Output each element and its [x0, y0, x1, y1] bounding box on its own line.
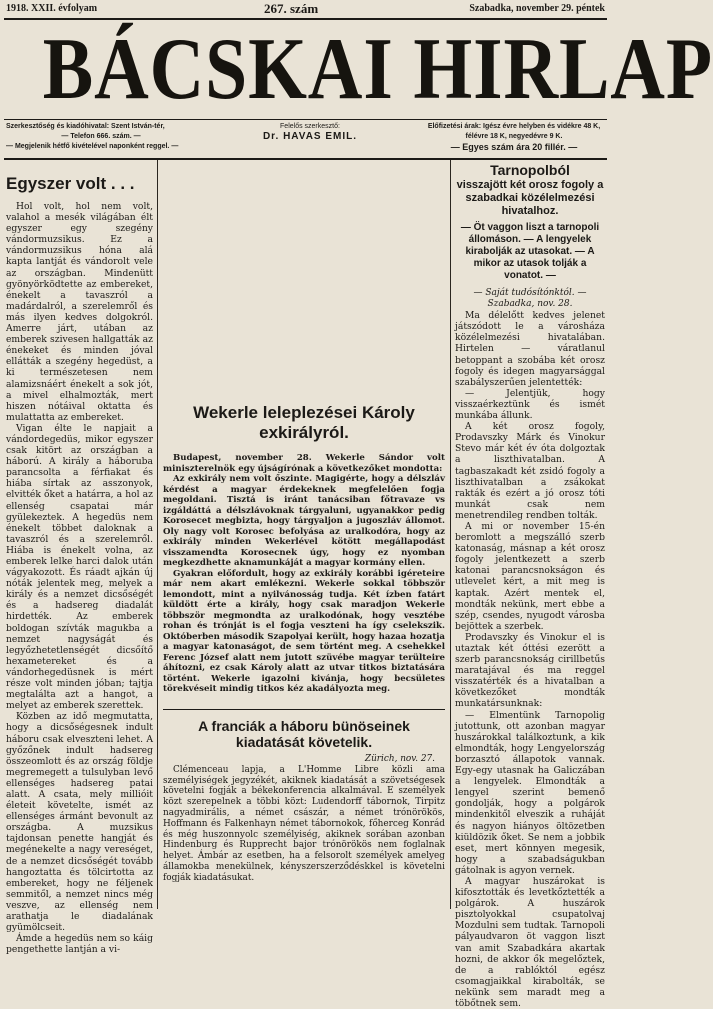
article-franciak	[163, 712, 445, 909]
article-title: A franciák a háboru bünöseinek kiadatását követelik.	[198, 718, 410, 750]
article-egyszer-volt	[6, 168, 153, 956]
article-paragraph: — Elmentünk Tarnopolig jutottunk, ott azonban magyar huszárokkal találkoztunk, a kik elmondták, hogy Lengyelország borzasztó állapotok vannak. Egy-egy utasnak ha Galiczában a lengyelek. Elmondták a lengyel szerint bemenő gondolják, hogy a polgárok mindenkitől elveszik a ruháját és nagyon hiányos öltözetben kiüldözik őket. Se nem a jobbik eset, mert könnyen megesik, hogy a szabadságukban gátolnak is agyon vernek.	[455, 709, 605, 876]
article-paragraph: — Jelentjük, hogy visszaérkeztünk és ismét munkába állunk.	[455, 387, 605, 422]
subscription-info	[420, 122, 608, 152]
publisher-info	[6, 122, 196, 152]
article-paragraph: Budapest, november 28. Wekerle Sándor volt miniszterelnök egy újságírónak a következőket mondotta:	[163, 453, 445, 474]
article-paragraph: A magyar huszárokat is kifosztották és levetkőztették a polgárok. A huszárok pisztolyokkal csupatolvaj Mozdulni sem tudtak. Tarnopoli pályaudvaron öt vaggon liszt van amit Szabadkára akartak hozni, de akkor ők megelőztek, de a rablóktól egész csomagjaikkal kirabolták, se nekünk sem maradt meg a töbőtnek sem.	[455, 875, 605, 1009]
single-copy-price: — Egyes szám ára 20 fillér. —	[450, 142, 578, 152]
publisher-line-1: Szerkesztőség és kiadóhivatal: Szent István-tér,	[6, 123, 165, 130]
article-paragraph: Prodavszky és Vinokur el is utaztak két óttési ezerött a szerb parancsnokság cirillbetűs maratajával és ma reggel visszatérték és a hivatalban a következőket mondták munkatársunknak:	[455, 631, 605, 710]
article-paragraph: Clémenceau lapja, a L'Homme Libre közli ama személyiségek jegyzékét, akiknek kiadatását a szövetségesek követelni fogják a békekonferencia alkalmával. E személyek közt szerepelnek a többi közt: Ludendorff tábornok, Tirpitz nagyadmirális, a német császár, a német trónörökös, Hoffmann és Falkenhayn német tábornokok, főherceg Konrád és még huszonnyolc személyiség, akiknek sorában azonban Hindenburg és Rupprecht bajor trónörökös nem foglalnak helyet. Ámbár az esetben, ha a felsorolt személyek amelyeg államokba menekülnek, kényszerszerződéskkel is követelni fogják kiadatásukat.	[163, 764, 445, 883]
header-bottom-rule	[4, 158, 607, 160]
article-lead	[163, 453, 445, 569]
issue-date: Szabadka, november 29. péntek	[469, 3, 605, 14]
article-paragraph: Hol volt, hol nem volt, valahol a mesék világában élt egyszer egy szegény vándormuzsikus. Ez a vándormuzsikus hóna alá kapta lantját és vándorolt vele az országban. Mindenütt gyönyörködtette az embereket, énekelt a tavaszról a madárdalról, a szerelemről és más ilyen kedves dolgokról. Amerre járt, utában az emberek szivesen hallgatták az énekeket és minden jóval ellátták a szegény hegedüst, a ki természetesen nem alamizsnáért énekelt a sok jót, a mivel elhalmozták, mert hiszen nótáival oktatta és mulattatta az embereket.	[6, 201, 153, 423]
article-paragraph: Ámde a hegedüs nem so káig pengethette lantján a vi-	[6, 933, 153, 956]
article-wekerle	[163, 395, 445, 710]
article-dateline: Zürich, nov. 27.	[364, 754, 435, 764]
blank-space	[163, 162, 445, 392]
column-divider-1	[157, 160, 158, 909]
article-paragraph: A két orosz fogoly, Prodavszky Márk és Vinokur Stevo már két év óta dolgoztak a liszthivatalban. A tagbaszakadt két zsidó fogoly a liszthivatalban a zsákokat rakták és ezért a jó orosz tóti munkát csak nem menetrendileg rendben tolták.	[455, 421, 605, 521]
article-title: Egyszer volt . . .	[6, 174, 135, 193]
newspaper-title: BÁCSKAI HIRLAP	[42, 21, 713, 118]
article-byline: — Saját tudósítónktól. —	[473, 288, 587, 298]
article-paragraph: Ma délelőtt kedves jelenet játszódott le a városháza közélelmezési hivatalában. Hirtelen — váratlanul betoppant a szobába két orosz fogoly és idegen magyarsággal szabályszerűen jelentették:	[455, 310, 605, 388]
article-paragraph: A mi or november 15-én beromlott a megszálló szerb katonaság, másnap a két orosz fogoly jelentkezett a szerb katonai parancsnokságon és utlevelet kért, a mit meg is kaptak. Azért mentek el, mondták nekünk, mert ebbe a szép, csendes, nyugodt városba bejöttek a szerbek.	[455, 520, 605, 632]
editor-label: Felelős szerkesztő:	[280, 123, 340, 130]
column-divider-2	[450, 160, 451, 909]
masthead-rule	[4, 119, 607, 120]
article-subtitle: visszajött két orosz fogoly a szabadkai közélelmezési hivatalhoz.	[456, 179, 604, 217]
publisher-line-2: — Telefon 666. szám. —	[61, 133, 141, 140]
article-paragraph: Közben az idő megmutatta, hogy a dicsőségesnek indult háboru csak elveszteni lehet. A győzőnek indult hadsereg összeomlott és az ország földje megremegett a tulsulyban levő ellenséges hadsereg patai alatt. A csata, mely millióit életeit követelte, ismét az ellenséges ármánt bevonult az országba. A muzsikus tajdonsan penette hangját és megénekelte a nagy vereséget, de a nemzet dicsőségét tovább hangoztatta és tölcirtotta az embereket, hogy ne féljenek semmitől, a nemzet nincs még veszve, az ellenség nem arathatja le diadalának gyümölcseit.	[6, 711, 153, 934]
publisher-line-3: — Megjelenik hétfő kivételével naponként reggel. —	[6, 143, 179, 150]
editor-info	[240, 122, 380, 142]
subscription-line-1: Előfizetési árak: Igész évre helyben és vidékre 48 K,	[427, 123, 601, 130]
article-deck: — Öt vaggon liszt a tarnopoli állomáson. — A lengyelek kirabolják az utasokat. — A mikor az utasok tolják a vonatot. —	[460, 222, 600, 281]
article-tarnopolbol	[455, 162, 605, 1009]
article-title: Wekerle leleplezései Károly exkirályról.	[193, 403, 415, 442]
issue-line	[4, 3, 607, 17]
article-dateline: Szabadka, nov. 28.	[487, 299, 573, 310]
middle-article-rule	[163, 709, 445, 710]
article-title: Tarnopolból	[490, 162, 570, 178]
top-rule	[4, 18, 607, 20]
article-paragraph: Az exkirály nem volt őszinte. Magigérte, hogy a délszláv kérdést a magyar érdekeknek megfelelően fogja megoldani. Tisztá is iránt tanácsiban főtravaze vs izgáldáttá a délszlávoknak tárgyaluni, ugyanakkor pedig Korosecet megbizta, hogy tárgyaljon a jugoszláv állomot. Oly nagy volt Korosec befolyása az uralkodóra, hogy az exkirály minden Wekerlével kötött megállapodást visszamendta Korosecnek úgy, hogy ez nyomban megkezdhette aknamunkáját a magyar kormány ellen.	[163, 474, 445, 568]
issue-year: 1918. XXII. évfolyam	[6, 3, 98, 14]
article-paragraph: Vigan élte le napjait a vándordegedüs, mikor egyszer csak kitört az országban a háború. A király a háboruba parancsolta a férfiakat és hiába sírtak az asszonyok, elvitték őket a határra, a hol az ellenség csapatai már gyülekeztek. A hegedüs nem énekelt többet daloknak a tavaszról és a szerelemről. Hiába is énekelt volna, az emberek lelke harci dalok után vágyakozott. És ráadt ajkán új nóták jelentek meg, melyek a király és a nemzet dicsőségét és a hadsereg diadalát hirdették. Az emberek boldogan szívták magukba a nemzet nagyságát és legyőzhetetlenségét dicsőítő hexametereket és a vándorhegedüsnek is mért része volt minden jóban; tajtja megtalálta azt a hangot, a melyet az emberek szerettek.	[6, 422, 153, 712]
subscription-line-2: félévre 18 K, negyedévre 9 K.	[465, 133, 563, 140]
editor-name: Dr. HAVAS EMIL.	[262, 131, 358, 142]
article-paragraph: Gyakran előfordult, hogy az exkirály korábbi igéreteire már nem akart emlékezni. Wekerle sokkal többször lemondott, mint a nyilvánosság tudja. Két ízben fatárt küldött érte a király, hogy csak maradjon Wekerle többször megmondta az uralkodónak, hogy vesztébe rohan és trónját is el fogja veszteni ha így cselekszik. Októberben második Szapolyai került, hogy hazaa hozatja a magyar katonaságot, de sem történt meg. A csehekkel Ferenc József alatt nem jutott szüvébe magyar terülteire áhítozni, ez csak Károly alatt az utvar titkos biztatására történt. Wekerle igazolni kivánja, hogy becsületes törekvéseit mindig titkos kéz akadályozta meg.	[163, 568, 445, 694]
issue-number: 267. szám	[264, 1, 319, 16]
